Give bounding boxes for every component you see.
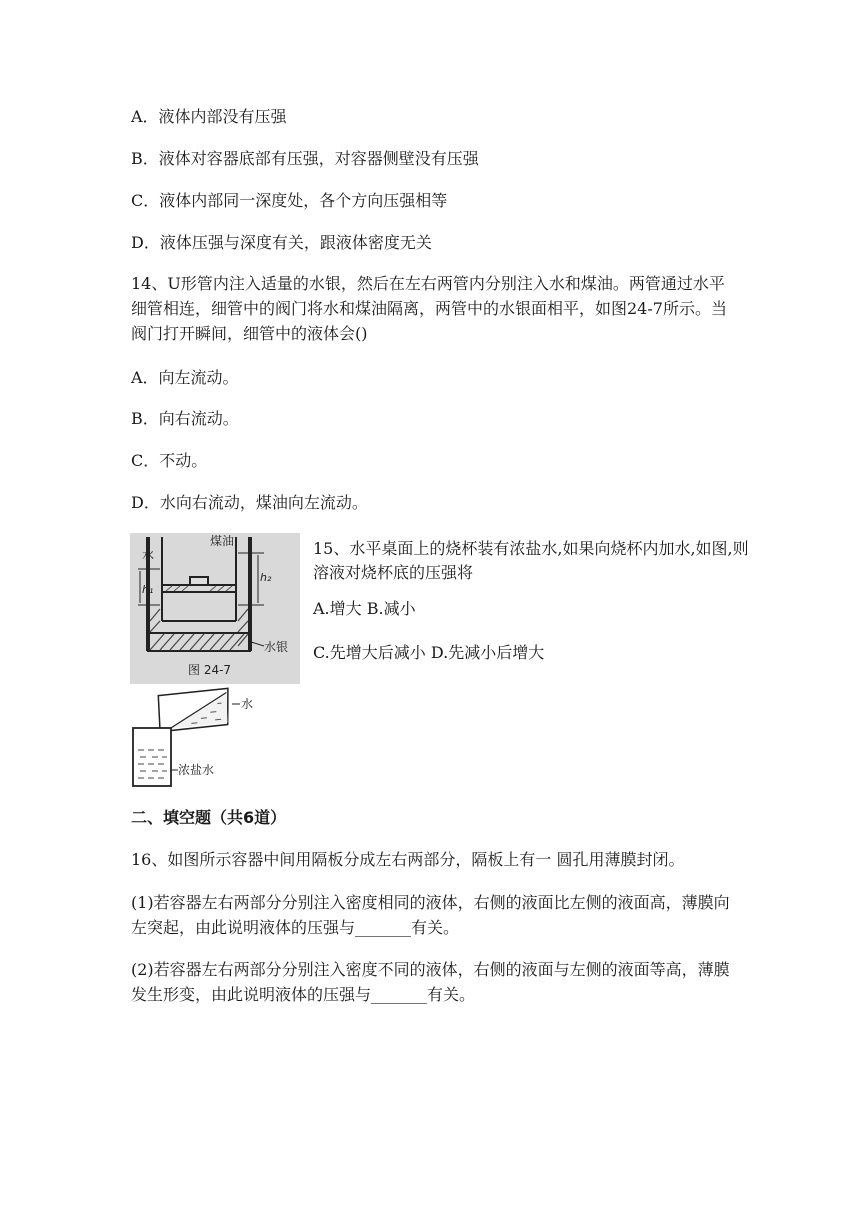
q13-option-c: C．液体内部同一深度处，各个方向压强相等 bbox=[131, 191, 448, 210]
section-title: 二、填空题（共6道） bbox=[131, 808, 287, 827]
fig-label-h1: h₁ bbox=[142, 583, 154, 596]
q16-part-2: (2)若容器左右两部分分别注入密度不同的液体，右侧的液面与左侧的液面等高，薄膜发生形变，由此说明液体的压强与_______有关。 bbox=[131, 960, 730, 1004]
q14-option-d: D．水向右流动，煤油向左流动。 bbox=[131, 493, 368, 512]
fig-caption: 图 24-7 bbox=[188, 663, 232, 677]
q14-option-b: B．向右流动。 bbox=[131, 409, 239, 428]
q15-options-cd: C.先增大后减小 D.先减小后增大 bbox=[313, 643, 545, 662]
q15-options-ab: A.增大 B.减小 bbox=[313, 599, 416, 618]
q13-option-b: B．液体对容器底部有压强，对容器侧壁没有压强 bbox=[131, 149, 479, 168]
q14-stem: 14、U形管内注入适量的水银，然后在左右两管内分别注入水和煤油。两管通过水平细管相连，细管中的阀门将水和煤油隔离，两管中的水银面相平，如图24-7所示。当阀门打开瞬间，细管中的液体会() bbox=[131, 274, 727, 343]
q15-stem: 15、水平桌面上的烧杯装有浓盐水,如果向烧杯内加水,如图,则溶液对烧杯底的压强将 bbox=[313, 539, 749, 582]
beaker-label-brine: 浓盐水 bbox=[178, 763, 215, 777]
q16-part-1: (1)若容器左右两部分分别注入密度相同的液体，右侧的液面比左侧的液面高，薄膜向左突起，由此说明液体的压强与_______有关。 bbox=[131, 893, 730, 937]
q14-option-c: C．不动。 bbox=[131, 451, 208, 470]
fig-label-water: 水 bbox=[142, 548, 155, 562]
figure-beaker bbox=[130, 686, 260, 790]
fig-label-kerosene: 煤油 bbox=[210, 534, 235, 548]
fig-label-h2: h₂ bbox=[260, 571, 272, 584]
q14-option-a: A．向左流动。 bbox=[131, 368, 239, 387]
q16-stem: 16、如图所示容器中间用隔板分成左右两部分，隔板上有一 圆孔用薄膜封闭。 bbox=[131, 850, 685, 869]
figure-24-7 bbox=[130, 533, 300, 684]
beaker-label-water: 水 bbox=[241, 697, 254, 711]
q13-option-d: D．液体压强与深度有关，跟液体密度无关 bbox=[131, 233, 432, 252]
q13-option-a: A．液体内部没有压强 bbox=[131, 107, 287, 126]
fig-label-mercury: 水银 bbox=[264, 640, 289, 654]
